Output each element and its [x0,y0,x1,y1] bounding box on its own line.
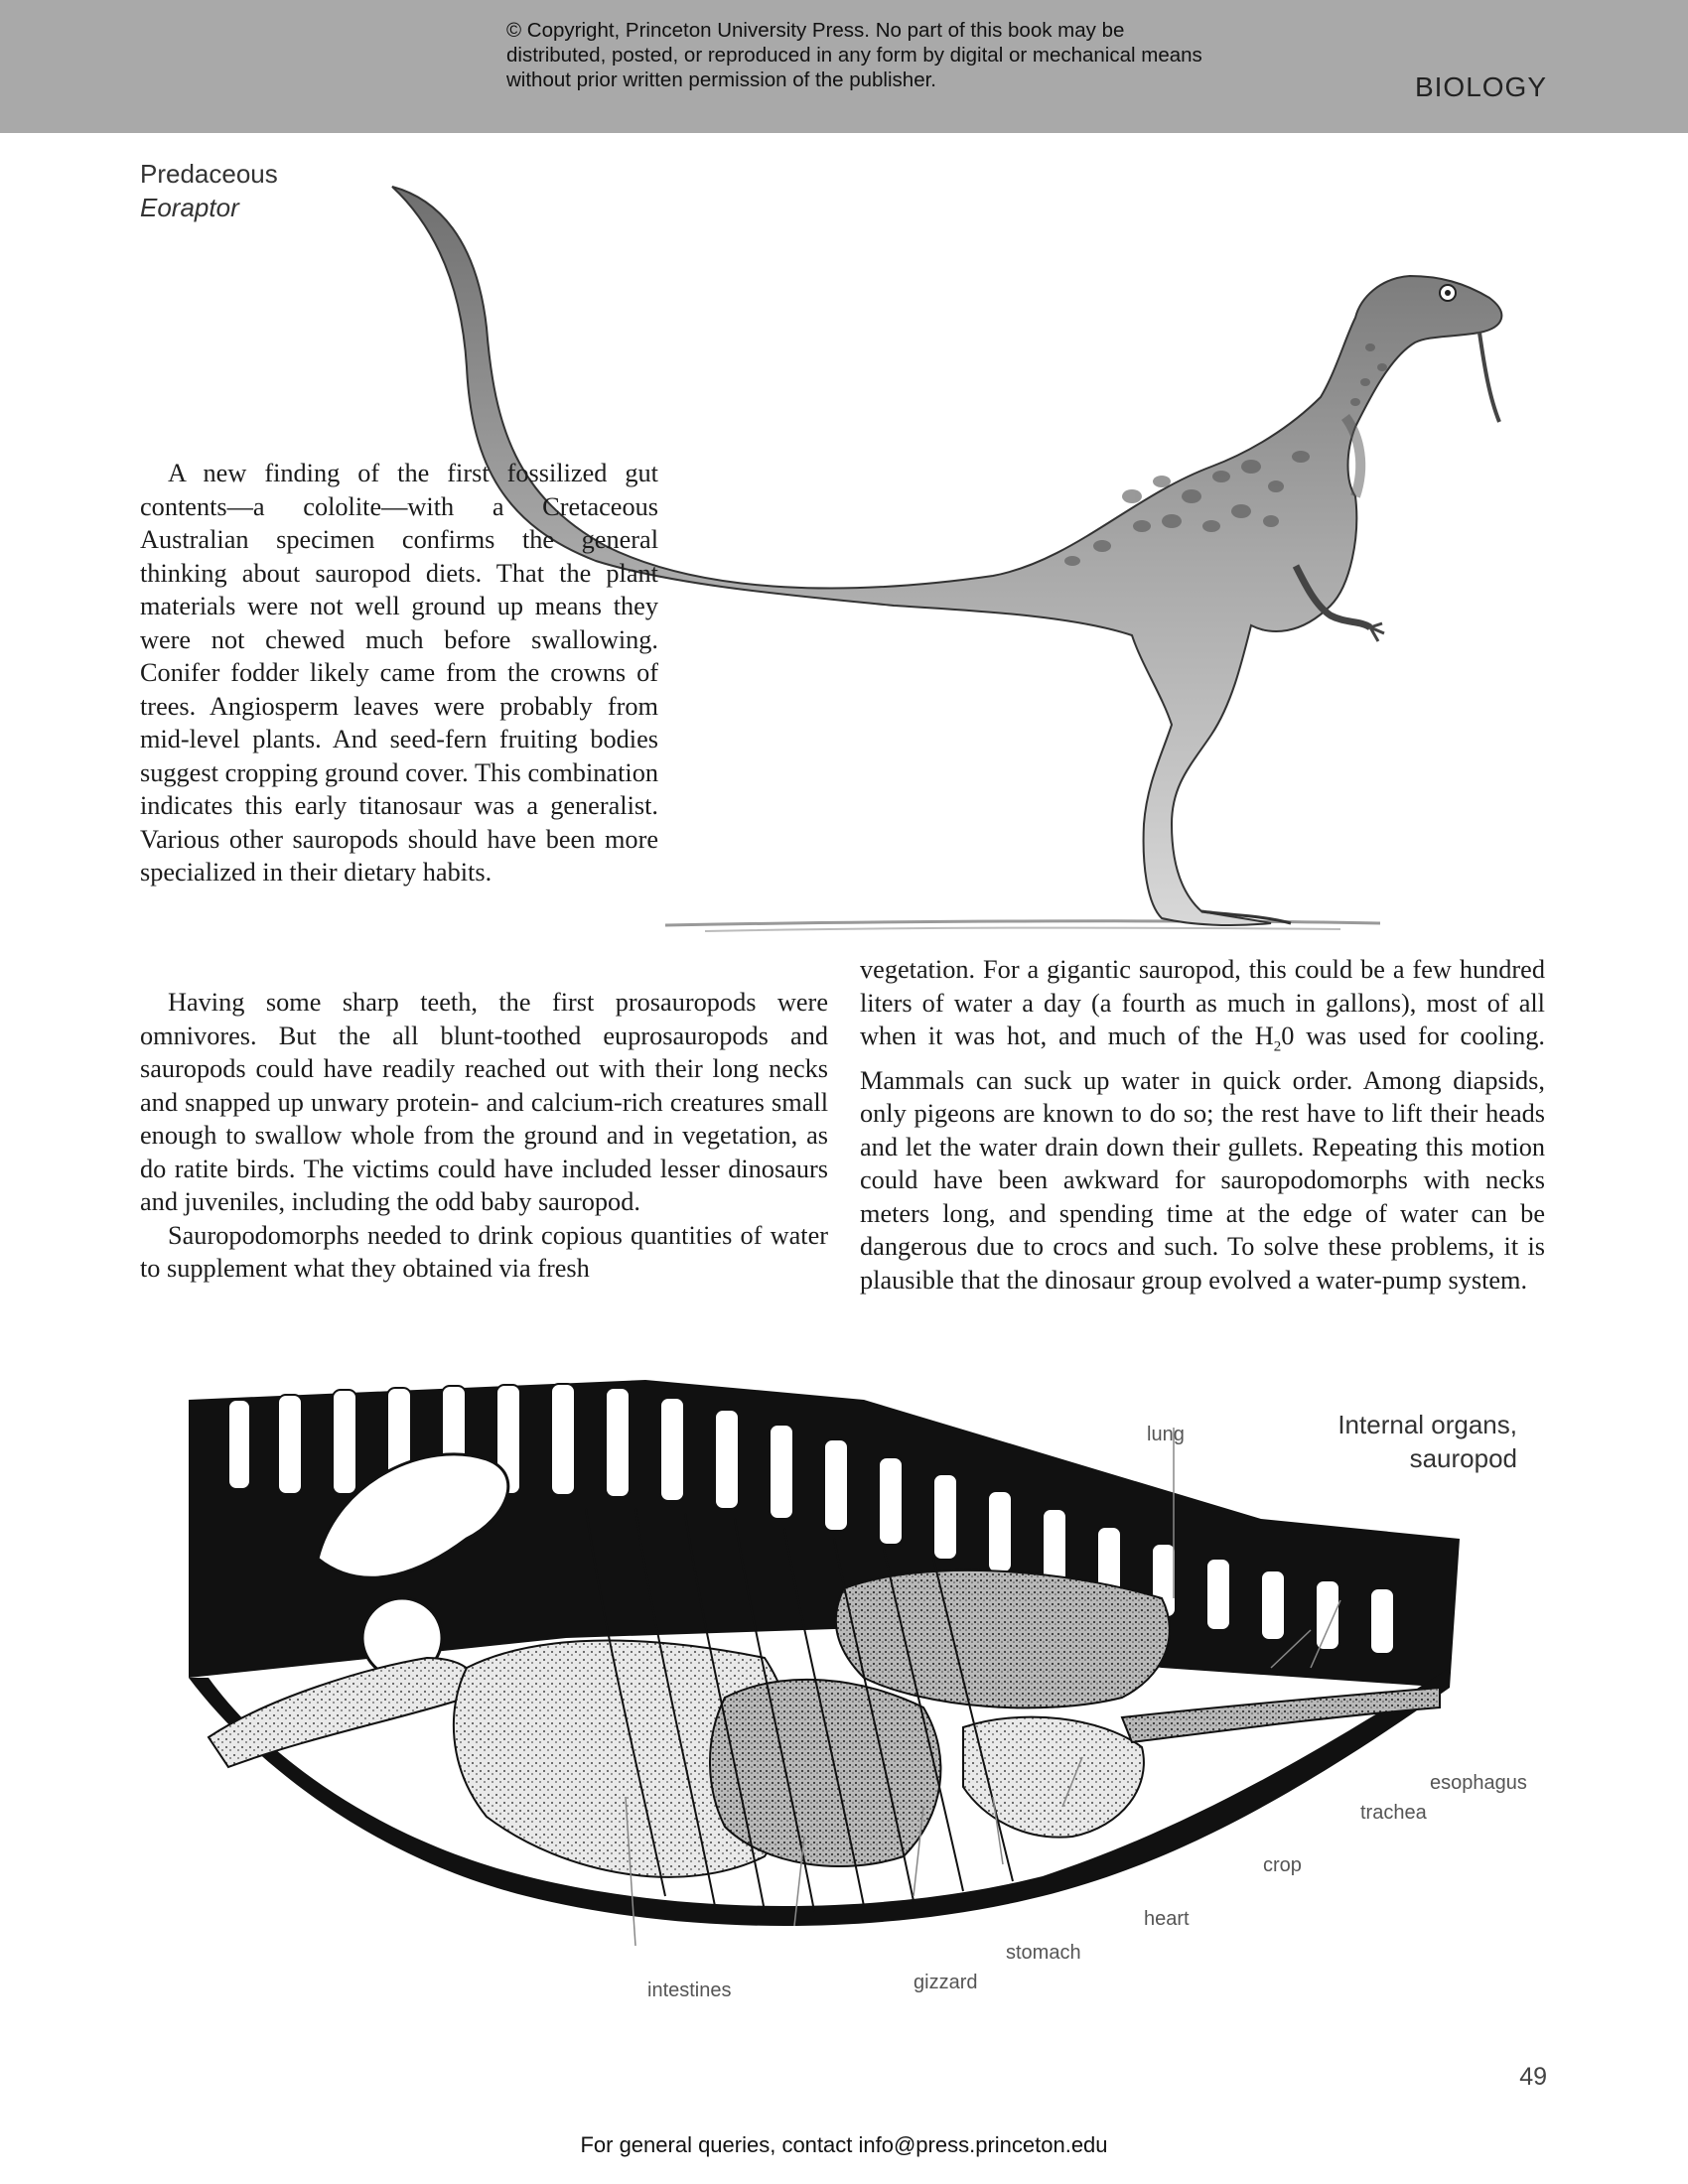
label-esophagus: esophagus [1430,1772,1527,1794]
paragraph-water-pump: vegetation. For a gigantic sauropod, this could be a few hundred liters of water a day (a fourth as much in gallons), most of all when it was hot, and much of the $H_20$ was used for cooling. Mammals can suck up water in quick order. Among diapsids, only pigeons are known to do so; the rest have to lift their heads and let the water drain down their gullets. Repeating this motion could have been awkward for sauropodomorphs with necks meters long, and spending time at the edge of water can be dangerous due to crocs and such. To solve these problems, it is plausible that the dinosaur group evolved a water-pump system. [860,955,1545,1295]
label-trachea: trachea [1360,1802,1427,1824]
page-number: 49 [1519,2063,1547,2091]
label-heart: heart [1144,1908,1190,1930]
label-lung: lung [1147,1424,1185,1445]
paragraph-omnivores: Having some sharp teeth, the first prosauropods were omnivores. But the all blunt-toothed euprosauropods and sauropods could have readily reached out with their long necks and snapped up unwary protein- and calcium-rich creatures small enough to swallow whole from the ground and in vegetation, as do ratite birds. The victims could have included lesser dinosaurs and juveniles, including the odd baby sauropod. [140,988,828,1216]
footer-contact: For general queries, contact info@press.princeton.edu [580,2132,1108,2157]
section-label: BIOLOGY [1414,71,1547,102]
text-column-right [860,953,1545,1297]
paragraph-gut-contents: A new finding of the first fossilized gut contents—a cololite—with a Cretaceous Australian specimen confirms the general thinking about sauropod diets. That the plant materials were not well ground up means they were not chewed much before swallowing. Conifer fodder likely came from the crowns of trees. Angiosperm leaves were probably from mid-level plants. And seed-fern fruiting bodies suggest cropping ground cover. This combination indicates this early titanosaur was a generalist. Various other sauropods should have been more specialized in their dietary habits. [140,459,658,887]
sauropod-organs-illustration [169,1340,1539,2015]
text-column-left [140,986,828,1286]
label-intestines: intestines [647,1979,732,2001]
copyright-notice: © Copyright, Princeton University Press. No part of this book may be distributed, posted, or reproduced in any form by digital or mechanical means without prior written permission of the publisher. [506,19,1202,91]
diet-category: Predaceous [140,159,278,189]
copyright-banner [0,0,1688,133]
subscript: 2 [1273,1038,1282,1055]
text-column-upper [140,457,658,889]
label-crop: crop [1263,1854,1302,1876]
organs-figure-title: Internal organs, sauropod [1337,1410,1517,1473]
paragraph-water-intake: Sauropodomorphs needed to drink copious quantities of water to supplement what they obtained via fresh [140,1220,828,1283]
label-gizzard: gizzard [914,1972,978,1993]
dinosaur-caption [140,157,278,224]
label-stomach: stomach [1006,1942,1081,1964]
species-name: Eoraptor [140,193,239,222]
